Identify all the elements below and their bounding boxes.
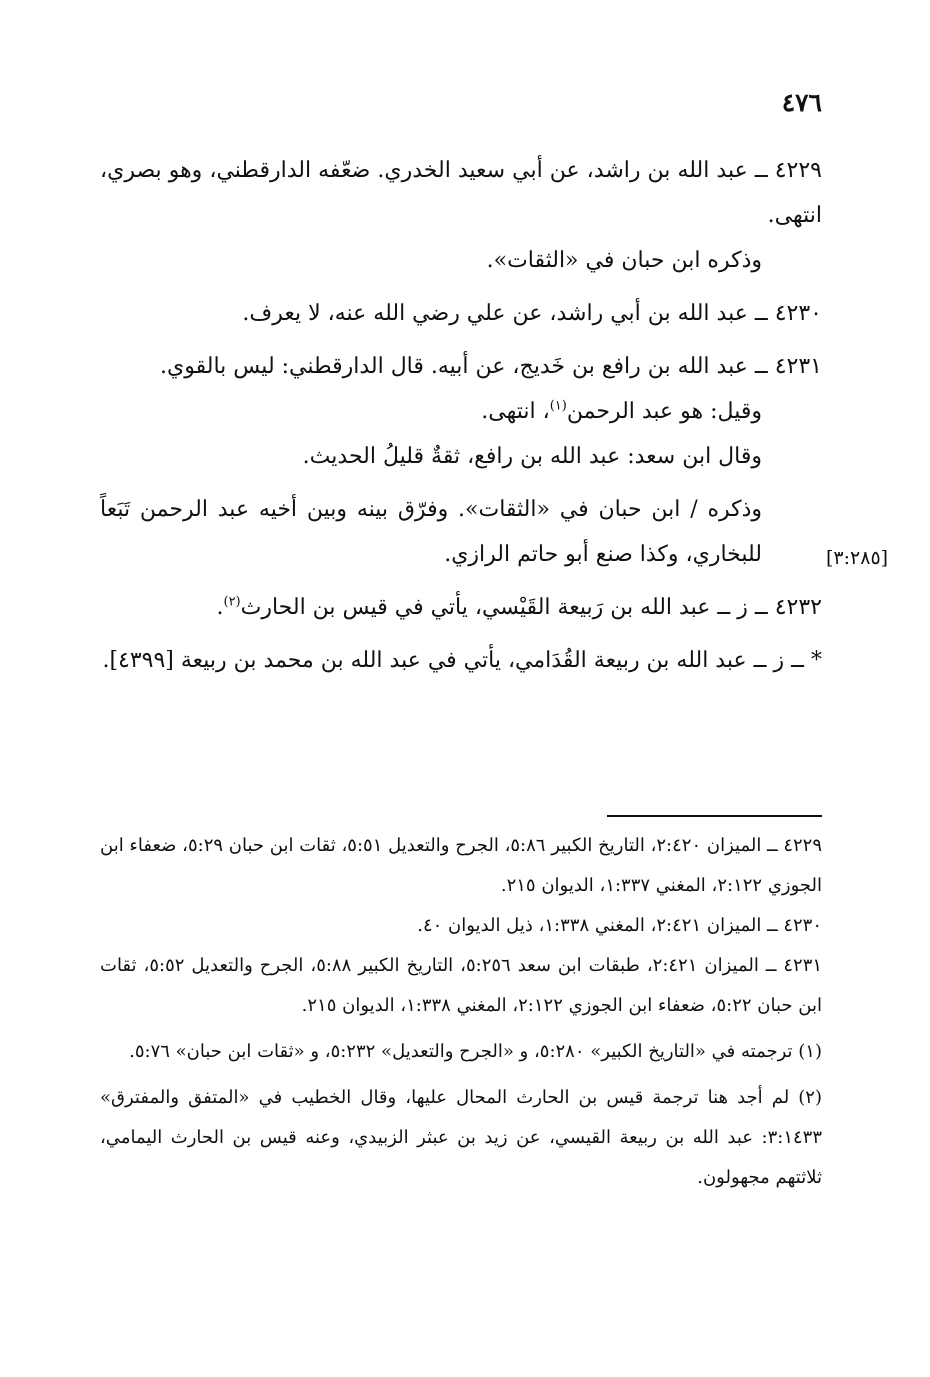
entry-4230: ٤٢٣٠ ــ عبد الله بن أبي راشد، عن علي رضي الله عنه، لا يعرف.: [242, 301, 822, 326]
qila-end: ، انتهى.: [481, 399, 550, 424]
footnote-separator: [607, 815, 822, 817]
entry-4229: ٤٢٢٩ ــ عبد الله بن راشد، عن أبي سعيد الخدري. ضعّفه الدارقطني، وهو بصري، انتهى.: [100, 158, 822, 228]
source-note-4230: ٤٢٣٠ ــ الميزان ٢:٤٢١، المغني ١:٣٣٨، ذيل الديوان ٤٠.: [417, 915, 822, 936]
page-number: ٤٧٦: [781, 88, 822, 117]
source-note-4231: ٤٢٣١ ــ الميزان ٢:٤٢١، طبقات ابن سعد ٥:٢٥٦، التاريخ الكبير ٥:٨٨، الجرح والتعديل ٥:٥٢، ثقات ابن حبان ٥:٢٢، ضعفاء ابن الجوزي ٢:١٢٢، المغني ١:٣٣٨، الديوان ٢١٥.: [100, 955, 823, 1016]
entry-4231-ibn-saad: وقال ابن سعد: عبد الله بن رافع، ثقةٌ قليلُ الحديث.: [302, 444, 762, 469]
entry-star: * ــ ز ــ عبد الله بن ربيعة القُدَامي، يأتي في عبد الله بن محمد بن ربيعة [٤٣٩٩].: [102, 648, 822, 673]
footnotes: [100, 826, 822, 1198]
entry-4231: ٤٢٣١ ــ عبد الله بن رافع بن خَديج، عن أبيه. قال الدارقطني: ليس بالقوي.: [160, 354, 822, 379]
entry-4232-text: ٤٢٣٢ ــ ز ــ عبد الله بن رَبيعة القَيْسي، يأتي في قيس بن الحارث: [240, 595, 822, 620]
source-note-4229: ٤٢٢٩ ــ الميزان ٢:٤٢٠، التاريخ الكبير ٥:٨٦، الجرح والتعديل ٥:٥١، ثقات ابن حبان ٥:٢٩، ضعفاء ابن الجوزي ٢:١٢٢، المغني ١:٣٣٧، الديوان ٢١٥.: [100, 835, 822, 896]
entry-4231-qila: [100, 389, 822, 434]
entry-4231-dhakara: وذكره / ابن حبان في «الثقات». وفرّق بينه وبين أخيه عبد الرحمن تَبَعاً للبخاري، وكذا صنع أبو حاتم الرازي.: [100, 497, 762, 567]
main-text: [100, 148, 822, 683]
footnote-2: (٢) لم أجد هنا ترجمة قيس بن الحارث المحال عليها، وقال الخطيب في «المتفق والمفترق» ٣:١٤٣٣: عبد الله بن ربيعة القيسي، عن زيد بن عبثر الزبيدي، وعنه قيس بن الحارث اليمامي، ثلاثتهم مجهولون.: [100, 1087, 822, 1188]
entry-4229-ibn-hibban: وذكره ابن حبان في «الثقات».: [486, 248, 762, 273]
entry-4232-end: .: [216, 595, 224, 620]
entry-4232: [100, 585, 822, 630]
footnote-1: (١) ترجمته في «التاريخ الكبير» ٥:٢٨٠، و «الجرح والتعديل» ٥:٢٣٢، و «ثقات ابن حبان» ٥:٧٦.: [129, 1041, 822, 1062]
margin-volume-page-marker: [٣:٢٨٥]: [826, 547, 889, 569]
footnote-ref-1: (١): [549, 398, 567, 414]
footnote-ref-2: (٢): [223, 594, 241, 610]
qila-text: وقيل: هو عبد الرحمن: [566, 399, 762, 424]
